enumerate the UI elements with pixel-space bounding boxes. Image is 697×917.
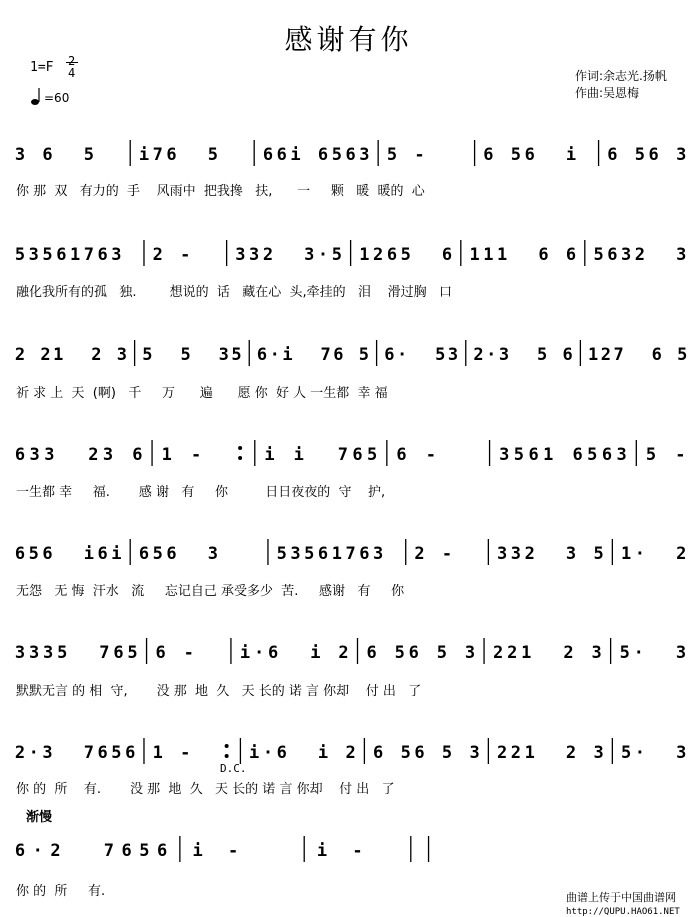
note: 5 [127, 643, 138, 663]
note: 6 [414, 743, 425, 763]
note: 3 [676, 245, 687, 265]
note: 2 [600, 345, 611, 365]
credits [575, 68, 667, 102]
note: - [183, 643, 194, 663]
note: 7 [103, 841, 114, 861]
note: 5 [620, 743, 632, 763]
note: 3 [29, 445, 40, 465]
note: 5 [358, 345, 369, 365]
time-signature-line [66, 62, 78, 63]
note: 2 [507, 643, 518, 663]
note: 5 [677, 345, 687, 365]
note: 3 [373, 544, 384, 564]
note: 6 [42, 145, 53, 165]
note: 5 [436, 643, 447, 663]
note: 2 [563, 643, 574, 663]
note: 6 [384, 345, 395, 365]
note: 3 [249, 245, 260, 265]
note: 3 [28, 245, 39, 265]
note: 6 [528, 445, 539, 465]
note: 6 [14, 544, 26, 564]
note: 6 [256, 345, 268, 365]
note: 6 [276, 743, 287, 763]
dc-mark: D.C. [220, 762, 247, 775]
note: 1 [483, 245, 494, 265]
note: 3 [218, 345, 229, 365]
note: 3 [675, 643, 687, 663]
note: 6 [648, 145, 659, 165]
notation-row-4 [12, 436, 687, 468]
footer-url: http://QUPU.HAO61.NET [566, 907, 680, 917]
note: 5 [587, 445, 598, 465]
note: 6 [156, 841, 168, 861]
note: 3 [510, 544, 522, 564]
lyrics-row-8: 你 的 所 有. [16, 884, 106, 899]
note: 5 [180, 345, 191, 365]
note: 6 [408, 643, 419, 663]
note: 2 [414, 544, 425, 564]
notation-row-2 [12, 236, 687, 268]
note: 6 [125, 743, 136, 763]
footer-text: 曲谱上传于中国曲谱网 [566, 891, 676, 904]
note: 6 [276, 145, 287, 165]
tempo-change: 渐慢 [26, 810, 53, 825]
note: 5 [435, 345, 446, 365]
note: · [269, 345, 280, 365]
note: 2 [14, 743, 26, 763]
note: 2 [373, 245, 384, 265]
note: 6 [42, 544, 53, 564]
repeat-dot [238, 446, 242, 450]
footer [566, 891, 680, 917]
lyricist-credit: 作词:余志光.扬帆 [575, 69, 667, 83]
note: 5 [400, 245, 411, 265]
note: 5 [331, 245, 342, 265]
note: · [486, 345, 497, 365]
note: 3 [111, 245, 122, 265]
note: 2 [493, 643, 504, 663]
note: 3 [593, 743, 604, 763]
note: 6 [601, 445, 613, 465]
note: 2 [524, 544, 535, 564]
note: · [253, 643, 265, 663]
note: i [249, 743, 260, 763]
note: 5 [231, 345, 242, 365]
note: 6 [333, 345, 344, 365]
note: 2 [345, 743, 356, 763]
note: 5 [367, 445, 378, 465]
tempo-value: =60 [44, 91, 70, 105]
note: 2 [497, 743, 508, 763]
note: · [396, 345, 408, 365]
note: 3 [44, 445, 55, 465]
note: 6 [651, 345, 662, 365]
note: 6 [155, 643, 166, 663]
note: 6 [97, 743, 108, 763]
note: 6 [138, 544, 150, 564]
note: 6 [607, 245, 618, 265]
note: 5 [634, 145, 646, 165]
note: 3 [616, 445, 627, 465]
note: - [441, 544, 453, 564]
note: 2 [473, 345, 484, 365]
note: 7 [613, 345, 624, 365]
note: 6 [366, 643, 377, 663]
notation-row-7 [12, 734, 687, 766]
note: 5 [593, 544, 604, 564]
note: 5 [645, 445, 657, 465]
notation-row-1 [12, 136, 687, 168]
note: 7 [320, 345, 331, 365]
note: 5 [83, 145, 95, 165]
note: i [192, 841, 203, 861]
note: 3 [469, 743, 480, 763]
note: 5 [152, 544, 163, 564]
notation-row-3 [12, 336, 687, 368]
note: 3 [591, 643, 602, 663]
note: 3 [43, 643, 54, 663]
note: 2 [14, 345, 26, 365]
note: · [262, 743, 274, 763]
lyrics-row-6: 默默无言 的 相 守, 没 那 地 久 天 长的 诺 言 你却 付 出 了 [16, 684, 422, 699]
note: 3 [676, 743, 687, 763]
key-label: 1=F [30, 60, 54, 75]
note: 7 [83, 245, 95, 265]
note: 6 [317, 544, 329, 564]
note: 3 [102, 445, 114, 465]
note: 2 [88, 445, 99, 465]
notation-row-5 [12, 535, 687, 567]
note: 6 [166, 145, 177, 165]
note: 3 [207, 544, 218, 564]
note: i [310, 643, 321, 663]
note: 6 [386, 245, 398, 265]
note: 1 [469, 245, 480, 265]
repeat-dot [238, 456, 242, 460]
note: - [425, 445, 436, 465]
note: 5 [57, 643, 68, 663]
note: 5 [331, 145, 342, 165]
note: 6 [352, 445, 363, 465]
note: 1 [587, 345, 599, 365]
note: 6 [562, 345, 573, 365]
note: 5 [619, 643, 630, 663]
note: 3 [447, 345, 459, 365]
note: 1 [53, 345, 64, 365]
composer-credit: 作曲:吴恩梅 [575, 86, 640, 100]
note: 6 [97, 245, 108, 265]
tempo-marking [30, 88, 69, 106]
note: 2 [50, 841, 61, 861]
note: i [111, 544, 122, 564]
note: 5 [593, 245, 604, 265]
note: 6 [113, 643, 124, 663]
note: 6 [373, 743, 384, 763]
note: · [28, 743, 39, 763]
note: 5 [441, 743, 453, 763]
note: 6 [483, 145, 494, 165]
note: 6 [268, 643, 279, 663]
note: 3 [42, 743, 53, 763]
note: 1 [161, 445, 172, 465]
note: i [316, 841, 328, 861]
note: 5 [42, 245, 53, 265]
song-title: 感谢有你 [284, 23, 413, 56]
note: 3 [497, 544, 508, 564]
note: 6 [572, 445, 583, 465]
note: 6 [565, 245, 577, 265]
note: 5 [207, 145, 218, 165]
note: 5 [14, 245, 26, 265]
note: 3 [359, 145, 370, 165]
note: 5 [400, 743, 411, 763]
note: 6 [97, 544, 108, 564]
note: i [83, 544, 95, 564]
note: - [228, 841, 239, 861]
quarter-note-icon [30, 88, 44, 106]
note: 6 [132, 445, 143, 465]
time-signature-bottom: 4 [68, 66, 76, 80]
note: 2 [40, 345, 51, 365]
note: 6 [14, 841, 26, 861]
note: 2 [152, 245, 163, 265]
note: · [634, 743, 646, 763]
note: i [565, 145, 577, 165]
lyrics-row-3: 祈 求 上 天 (啊) 千 万 遍 愿 你 好 人 一生都 幸 福 [16, 386, 388, 401]
note: 5 [510, 145, 522, 165]
note: 6 [317, 145, 329, 165]
note: i [293, 445, 304, 465]
note: i [239, 643, 251, 663]
note: 5 [139, 841, 150, 861]
note: 6 [396, 445, 407, 465]
repeat-dot [225, 744, 229, 748]
note: 7 [83, 743, 95, 763]
note: i [290, 145, 301, 165]
note: 6 [262, 145, 274, 165]
note: - [180, 245, 191, 265]
note: 2 [634, 245, 646, 265]
note: 3 [28, 643, 40, 663]
note: i [138, 145, 150, 165]
note: 3 [235, 245, 246, 265]
note: 6 [607, 145, 618, 165]
note: - [675, 445, 686, 465]
note: 3 [499, 445, 510, 465]
note: 3 [498, 345, 510, 365]
note: 7 [152, 145, 163, 165]
note: 5 [142, 345, 153, 365]
note: - [190, 445, 202, 465]
note: 3 [565, 544, 577, 564]
note: 3 [290, 544, 301, 564]
note: 6 [538, 245, 549, 265]
note: 2 [262, 245, 274, 265]
note: 5 [111, 743, 122, 763]
note: 6 [345, 145, 356, 165]
note: 3 [304, 245, 315, 265]
note: 6 [441, 245, 453, 265]
note: 6 [524, 145, 535, 165]
note: 7 [99, 643, 110, 663]
note: 1 [620, 544, 632, 564]
note: 6 [166, 544, 177, 564]
note: 2 [91, 345, 102, 365]
note: 7 [337, 445, 348, 465]
note: 6 [56, 245, 67, 265]
note: 2 [676, 544, 687, 564]
note: 1 [497, 245, 508, 265]
note: · [32, 841, 43, 861]
note: 1 [331, 544, 342, 564]
lyrics-row-7: 你 的 所 有. 没 那 地 久 天 长的 诺 言 你却 付 出 了 [16, 782, 395, 797]
note: · [633, 643, 644, 663]
note: 5 [513, 445, 525, 465]
note: 5 [276, 544, 287, 564]
note: 1 [69, 245, 81, 265]
note: · [317, 245, 329, 265]
note: 1 [543, 445, 554, 465]
note: i [282, 345, 293, 365]
note: 5 [28, 544, 39, 564]
note: 5 [394, 643, 405, 663]
note: 3 [676, 145, 687, 165]
lyrics-row-5: 无怨 无 悔 汗水 流 忘记自己 承受多少 苦. 感谢 有 你 [16, 584, 405, 599]
note: 7 [345, 544, 356, 564]
note: 3 [14, 643, 26, 663]
note: - [414, 145, 425, 165]
note: · [634, 544, 646, 564]
note: 5 [304, 544, 315, 564]
note: i [317, 743, 329, 763]
lyrics-row-1: 你 那 双 有力的 手 风雨中 把我搀 扶, 一 颗 暖 暖的 心 [16, 184, 425, 199]
note: 5 [537, 345, 548, 365]
note: 3 [620, 245, 632, 265]
notation-row-6 [12, 634, 687, 666]
note: - [180, 743, 191, 763]
lyrics-row-4: 一生都 幸 福. 感 谢 有 你 日日夜夜的 守 护, [16, 485, 386, 500]
note: 1 [359, 245, 370, 265]
note: 1 [524, 743, 535, 763]
note: - [352, 841, 363, 861]
note: 6 [121, 841, 132, 861]
note: 5 [386, 145, 398, 165]
note: 1 [521, 643, 532, 663]
note: 2 [565, 743, 577, 763]
lyrics-row-2: 融化我所有的孤 独. 想说的 话 藏在心 头,牵挂的 泪 滑过胸 口 [16, 285, 452, 300]
time-signature-top: 2 [68, 54, 76, 68]
key-signature [30, 54, 76, 80]
note: 3 [116, 345, 128, 365]
note: 6 [14, 445, 26, 465]
note: 2 [338, 643, 349, 663]
repeat-dot [225, 754, 229, 758]
note: 6 [359, 544, 370, 564]
note: i [264, 445, 275, 465]
note: 1 [152, 743, 163, 763]
notation-row-8 [12, 832, 687, 864]
note: 2 [510, 743, 522, 763]
note: 3 [14, 145, 26, 165]
note: 3 [464, 643, 476, 663]
